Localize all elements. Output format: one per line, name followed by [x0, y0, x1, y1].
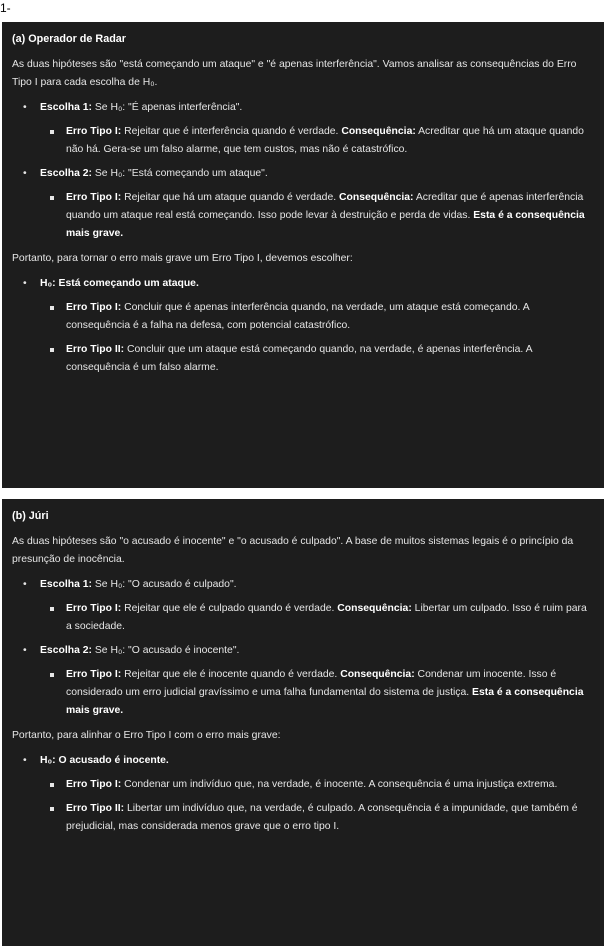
- error-label: Erro Tipo I:: [66, 779, 122, 790]
- page-label: 1-: [0, 1, 11, 15]
- list-item-type-ii-error: [40, 800, 594, 836]
- list-item-type-i-error: [40, 299, 594, 335]
- list-item-type-i-error: [40, 600, 594, 636]
- list-item-type-ii-error: [40, 341, 594, 377]
- consequence-label: Consequência:: [339, 192, 414, 203]
- error-label: Erro Tipo I:: [66, 669, 122, 680]
- section-heading: (b) Júri: [12, 510, 49, 522]
- error-text: Concluir que um ataque está começando quando, na verdade, é apenas interferência. A consequência é um falso alarme.: [66, 344, 532, 373]
- error-label: Erro Tipo II:: [66, 803, 125, 814]
- choice-label: Escolha 2:: [40, 168, 92, 179]
- list-item-type-i-error: [40, 123, 594, 159]
- intro-paragraph: As duas hipóteses são "está começando um ataque" e "é apenas interferência". Vamos analisar as consequências do Erro Tipo I para cada escolha de H₀.: [12, 59, 577, 88]
- choices-list: [12, 576, 594, 720]
- error-text: Rejeitar que há um ataque quando é verdade.: [121, 192, 340, 203]
- conclusion-paragraph: Portanto, para tornar o erro mais grave um Erro Tipo I, devemos escolher:: [12, 253, 353, 264]
- choice-label: Escolha 1:: [40, 579, 92, 590]
- grave-consequence: Esta é a consequência mais grave.: [66, 687, 584, 716]
- list-item-h0: [12, 752, 594, 836]
- consequence-text: Acreditar que é apenas interferência quando um ataque real está começando. Isso pode levar à destruição e perda de vidas.: [66, 192, 584, 221]
- list-item-h0: [12, 275, 594, 377]
- error-label: Erro Tipo I:: [66, 603, 122, 614]
- choices-list: [12, 99, 594, 243]
- list-item-choice-2: [12, 642, 594, 720]
- choice-text: Se H₀: "O acusado é inocente".: [91, 645, 240, 656]
- consequence-text: Libertar um culpado. Isso é ruim para a sociedade.: [66, 603, 587, 632]
- list-item-choice-1: [12, 99, 594, 159]
- intro-paragraph: As duas hipóteses são "o acusado é inocente" e "o acusado é culpado". A base de muitos sistemas legais é o princípio da presunção de inocência.: [12, 536, 574, 565]
- choice-label: Escolha 2:: [40, 645, 92, 656]
- conclusion-paragraph: Portanto, para alinhar o Erro Tipo I com o erro mais grave:: [12, 730, 281, 741]
- choice-text: Se H₀: "Está começando um ataque".: [91, 168, 268, 179]
- error-text: Rejeitar que ele é culpado quando é verdade.: [121, 603, 338, 614]
- choice-text: Se H₀: "O acusado é culpado".: [91, 579, 237, 590]
- error-label: Erro Tipo II:: [66, 344, 125, 355]
- choice-label: Escolha 1:: [40, 102, 92, 113]
- section-heading: (a) Operador de Radar: [12, 33, 126, 45]
- list-item-choice-2: [12, 165, 594, 243]
- error-label: Erro Tipo I:: [66, 126, 122, 137]
- list-item-type-i-error: [40, 666, 594, 720]
- h0-label: H₀: O acusado é inocente.: [40, 755, 169, 766]
- panel-jury: [2, 499, 604, 946]
- list-item-choice-1: [12, 576, 594, 636]
- panel-radar-operator: [2, 22, 604, 488]
- final-list: [12, 275, 594, 377]
- consequence-label: Consequência:: [337, 603, 412, 614]
- error-text: Libertar um indivíduo que, na verdade, é culpado. A consequência é a impunidade, que também é prejudicial, mas considerada menos grave que o erro tipo I.: [66, 803, 578, 832]
- error-text: Rejeitar que ele é inocente quando é verdade.: [121, 669, 341, 680]
- error-text: Condenar um indivíduo que, na verdade, é inocente. A consequência é uma injustiça extrema.: [121, 779, 558, 790]
- consequence-label: Consequência:: [341, 126, 416, 137]
- consequence-text: Acreditar que há um ataque quando não há. Gera-se um falso alarme, que tem custos, mas não é catastrófico.: [66, 126, 584, 155]
- consequence-text: Condenar um inocente. Isso é considerado um erro judicial gravíssimo e uma falha fundamental do sistema de justiça.: [66, 669, 557, 698]
- error-label: Erro Tipo I:: [66, 192, 122, 203]
- grave-consequence: Esta é a consequência mais grave.: [66, 210, 585, 239]
- final-list: [12, 752, 594, 836]
- list-item-type-i-error: [40, 776, 594, 794]
- h0-label: H₀: Está começando um ataque.: [40, 278, 199, 289]
- consequence-label: Consequência:: [340, 669, 415, 680]
- list-item-type-i-error: [40, 189, 594, 243]
- error-text: Concluir que é apenas interferência quando, na verdade, um ataque está começando. A consequência é a falha na defesa, com potencial catastrófico.: [66, 302, 530, 331]
- error-text: Rejeitar que é interferência quando é verdade.: [121, 126, 342, 137]
- choice-text: Se H₀: "É apenas interferência".: [91, 102, 243, 113]
- error-label: Erro Tipo I:: [66, 302, 122, 313]
